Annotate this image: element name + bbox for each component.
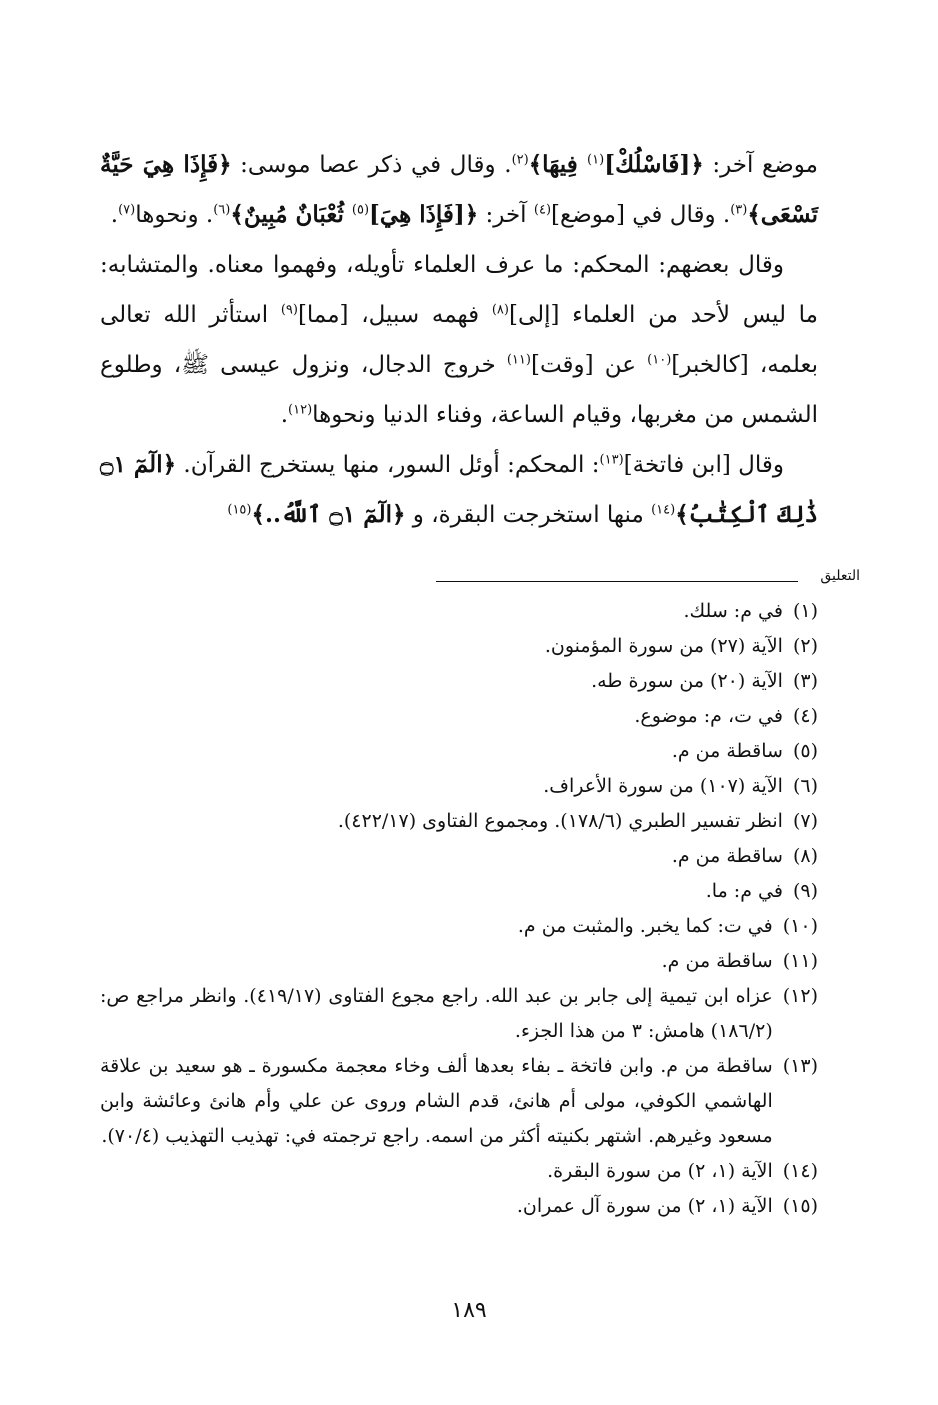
footnote-item (100, 1154, 818, 1189)
page-number: ١٨٩ (451, 1298, 487, 1323)
footnote-number: (١٥) (782, 1195, 818, 1217)
text-run: . (110, 202, 119, 228)
footnote-ref: (٩) (280, 302, 298, 318)
footnote-item (100, 629, 818, 664)
footnote-ref: (٢) (511, 152, 529, 168)
footnotes-list (100, 594, 818, 1224)
footnote-number: (٧) (792, 810, 818, 832)
footnote-number: (٣) (792, 670, 818, 692)
text-run: فهمه سبيل، [مما] (297, 302, 492, 328)
text-run: استأثر الله تعالى بعلمه، [كالخبر] (100, 302, 818, 378)
footnote-ref: (٧) (118, 202, 136, 218)
footnote-ref: (١١) (506, 352, 531, 368)
footnote-ref: (٣) (730, 202, 748, 218)
footnote-number: (٢) (792, 635, 818, 657)
footnote-text: الآية (١، ٢) من سورة آل عمران. (516, 1195, 773, 1217)
footnote-ref: (٨) (491, 302, 509, 318)
footnote-text: الآية (١٠٧) من سورة الأعراف. (543, 775, 783, 797)
footnote-item (100, 1049, 818, 1154)
footnote-text: ساقطة من م. (671, 845, 783, 867)
footnote-ref: (١٢) (288, 402, 313, 418)
footnote-item (100, 734, 818, 769)
text-run: . وقال في [موضع] (551, 202, 731, 228)
footnote-number: (٦) (792, 775, 818, 797)
text-run: عن [وقت] (530, 352, 648, 378)
paragraph-1 (100, 140, 818, 240)
footnote-number: (١١) (782, 950, 818, 972)
footnote-text: في ت: كما يخبر. والمثبت من م. (517, 915, 773, 937)
footnote-number: (٥) (792, 740, 818, 762)
quran-quote: ثُعْبَانٌ مُبِينٌ﴾ (230, 201, 352, 228)
footnote-ref: (٦) (213, 202, 231, 218)
footnote-text: الآية (٢٠) من سورة طه. (591, 670, 783, 692)
text-run: آخر: (478, 202, 534, 228)
footnote-item (100, 1189, 818, 1224)
footnote-text: ساقطة من م. (661, 950, 773, 972)
quran-quote: ﴿الٓمٓ ۝١ ذَٰلِكَ ٱلْكِتَٰبُ﴾ (100, 451, 818, 528)
footnotes-label-text: التعليق (820, 568, 860, 584)
text-run: وقال [ابن فاتخة] (623, 452, 784, 478)
footnote-item (100, 769, 818, 804)
footnote-item (100, 909, 818, 944)
footnote-text: انظر تفسير الطبري (١٧٨/٦). ومجموع الفتاوى (٤٢٢/١٧). (337, 810, 783, 832)
text-run: . وقال في ذكر عصا موسى: (231, 152, 512, 178)
paragraph-2 (100, 240, 818, 440)
text-run: موضع آخر: (703, 152, 818, 178)
footnote-item (100, 874, 818, 909)
footnote-number: (١) (792, 600, 818, 622)
paragraph-3 (100, 440, 818, 540)
footnote-text: في م: سلك. (683, 600, 783, 622)
quran-quote: فِيهَا﴾ (528, 151, 588, 178)
footnote-number: (٤) (792, 705, 818, 727)
footnote-number: (٩) (792, 880, 818, 902)
text-run: منها استخرجت البقرة، و (405, 502, 652, 528)
quran-quote: ﴿الٓمٓ ۝١ ٱللَّهُ..﴾ (251, 501, 406, 528)
footnote-text: الآية (٢٧) من سورة المؤمنون. (544, 635, 783, 657)
footnote-text: الآية (١، ٢) من سورة البقرة. (547, 1160, 773, 1182)
footnote-ref: (١٠) (647, 352, 672, 368)
text-run: وقال بعضهم: المحكم: ما عرف العلماء تأويله، وفهموا معناه. والمتشابه: ما ليس لأحد من العلماء [إلى] (100, 252, 818, 328)
text-run: . ونحوها (135, 202, 214, 228)
footnote-ref: (١٣) (599, 452, 624, 468)
quran-quote: ﴿[فَاسْلُكْ] (604, 151, 704, 178)
footnote-ref: (١٥) (227, 502, 252, 518)
footnote-item (100, 664, 818, 699)
footnote-text: في م: ما. (705, 880, 783, 902)
footnote-item (100, 979, 818, 1049)
footnote-ref: (٤) (533, 202, 552, 218)
footnote-number: (١٢) (782, 985, 818, 1007)
footnote-ref: (٥) (351, 202, 370, 218)
footnote-divider (436, 581, 798, 582)
footnote-ref: (١) (587, 152, 605, 168)
text-run: . (280, 402, 289, 428)
footnote-text: في ت، م: موضوع. (634, 705, 783, 727)
text-run: : المحكم: أوئل السور، منها يستخرج القرآن. (176, 452, 600, 478)
footnote-ref: (١٤) (651, 502, 676, 518)
main-text (100, 140, 818, 540)
footnotes-label (820, 568, 860, 584)
footnote-number: (٨) (792, 845, 818, 867)
footnote-item (100, 699, 818, 734)
text-run: خروج الدجال، ونزول عيسى ﷺ، وطلوع الشمس من مغربها، وقيام الساعة، وفناء الدنيا ونحوها (100, 352, 818, 428)
quran-quote: ﴿فَإِذَا هِيَ حَيَّةٌ تَسْعَى﴾ (100, 151, 818, 228)
footnote-item (100, 839, 818, 874)
footnote-item (100, 804, 818, 839)
footnote-text: ساقطة من م. وابن فاتخة ـ بفاء بعدها ألف وخاء معجمة مكسورة ـ هو سعيد بن علاقة الهاشمي الكوفي، مولى أم هانئ، قدم الشام وروى عن علي وأم هانئ وعائشة وابن مسعود وغيرهم. اشتهر بكنيته أكثر من اسمه. راجع ترجمته في: تهذيب التهذيب (٧٠/٤). (100, 1055, 773, 1147)
footnote-item (100, 944, 818, 979)
footnote-item (100, 594, 818, 629)
footnote-number: (١٣) (782, 1055, 818, 1077)
footnote-text: ساقطة من م. (671, 740, 783, 762)
footnote-number: (١٤) (782, 1160, 818, 1182)
footnote-number: (١٠) (782, 915, 818, 937)
quran-quote: ﴿[فَإِذَا هِيَ] (369, 201, 479, 228)
footnote-text: عزاه ابن تيمية إلى جابر بن عبد الله. راجع مجوع الفتاوى (٤١٩/١٧). وانظر مراجع ص: (١٨٦/٢) هامش: ٣ من هذا الجزء. (100, 985, 773, 1042)
